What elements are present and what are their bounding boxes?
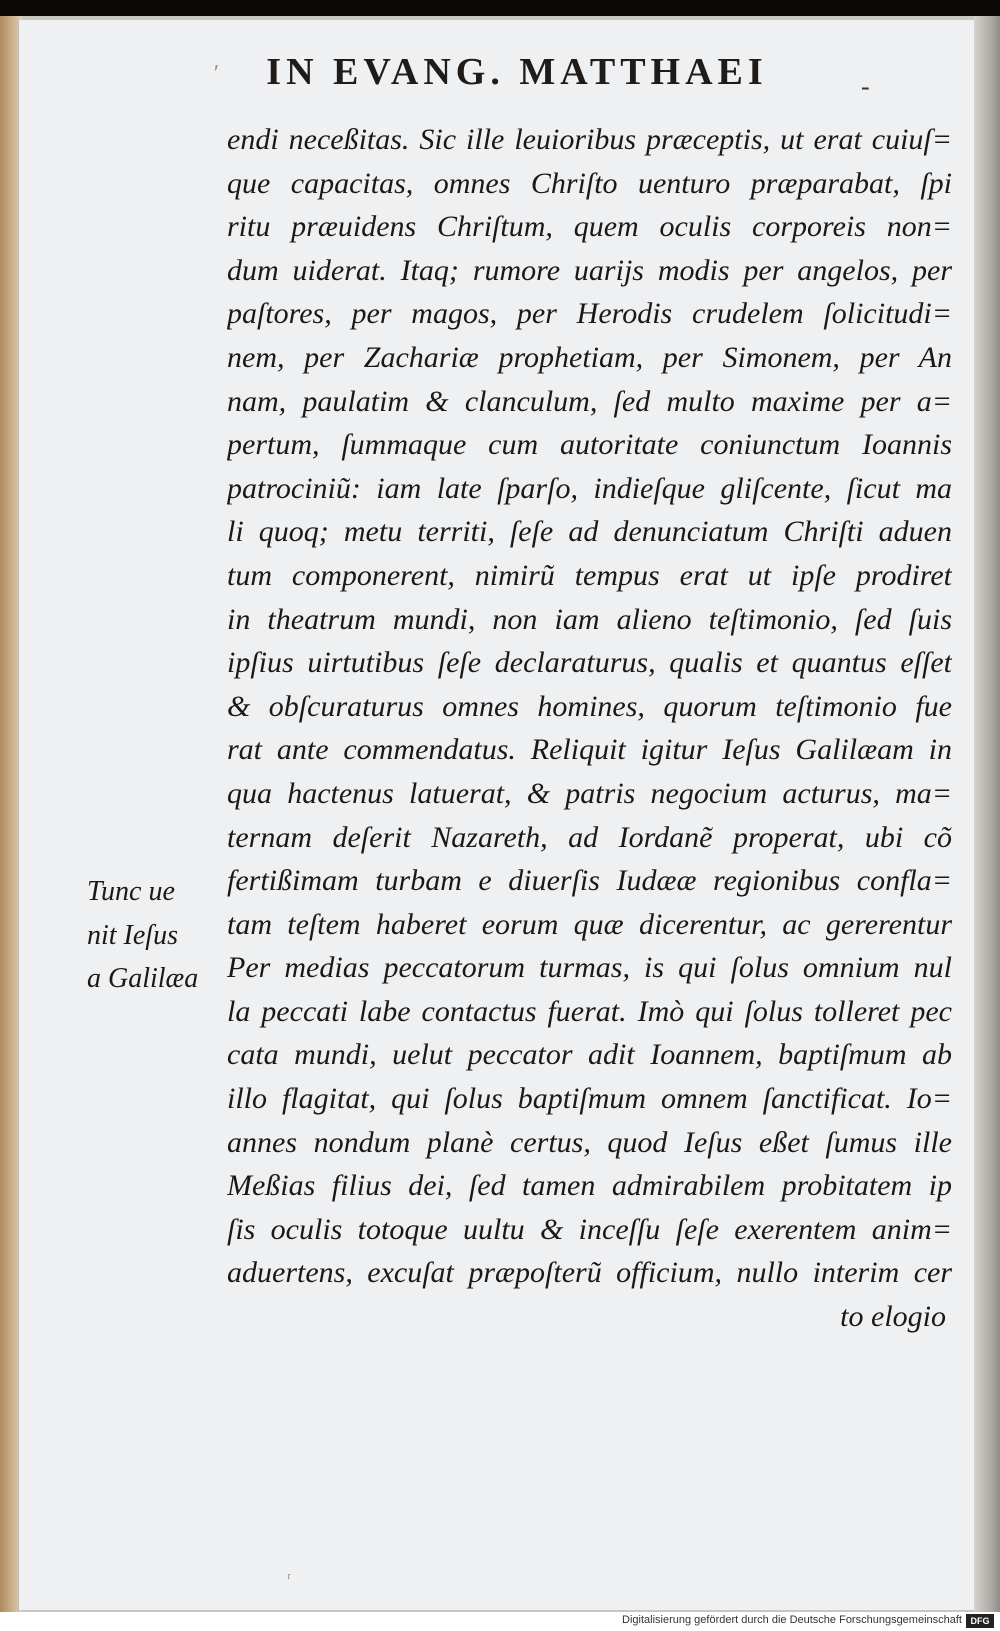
text-line: annes nondum planè certus, quod Ieſus eßet ſumus ille (227, 1125, 952, 1159)
text-line: nem, per Zachariæ prophetiam, per Simonem, per An (227, 340, 952, 374)
text-line: nam, paulatim & clanculum, ſed multo maxime per a= (227, 384, 952, 418)
text-line: ternam deſerit Nazareth, ad Iordanẽ properat, ubi cõ (227, 820, 952, 854)
text-line: Meßias filius dei, ſed tamen admirabilem probitatem ip (227, 1169, 952, 1203)
text-line: cata mundi, uelut peccator adit Ioannem, baptiſmum ab (227, 1038, 952, 1072)
margin-note-line: a Galilæa (87, 963, 199, 995)
margin-note (87, 870, 227, 1001)
text-line: rat ante commendatus. Reliquit igitur Ieſus Galilæam in (227, 733, 952, 767)
scan-top-band (0, 0, 1000, 16)
dfg-logo: DFG (966, 1614, 994, 1628)
text-line: tam teſtem haberet eorum quæ dicerentur, ac gererentur (227, 907, 952, 941)
text-line: illo flagitat, qui ſolus baptiſmum omnem ſanctificat. Io= (227, 1082, 952, 1116)
text-line: ipſius uirtutibus ſeſe declaraturus, qualis et quantus eſſet (227, 646, 952, 680)
text-line: tum componerent, nimirũ tempus erat ut ipſe prodiret (227, 558, 952, 592)
text-line: aduertens, excuſat præpoſterũ officium, nullo interim cer (227, 1256, 952, 1290)
digitization-credit: Digitalisierung gefördert durch die Deutsche Forschungsgemeinschaft (622, 1614, 962, 1626)
text-line: ſis oculis totoque uultu & inceſſu ſeſe exerentem anim= (227, 1212, 952, 1246)
footer-mark: ʳ (287, 1568, 291, 1588)
margin-note-line: Tunc ue (87, 876, 175, 907)
text-line: endi neceßitas. Sic ille leuioribus præceptis, ut erat cuiuſ= (227, 123, 952, 156)
page-edge-shadow (974, 16, 1000, 1612)
text-line: patrociniũ: iam late ſparſo, indieſque gliſcente, ſicut ma (227, 471, 952, 505)
margin-note-line: nit Ieſus (87, 919, 178, 951)
text-line: paſtores, per magos, per Herodis crudelem ſolicitudi= (227, 297, 952, 331)
text-line: ritu præuidens Chriſtum, quem oculis corporeis non= (227, 210, 952, 244)
book-page (18, 20, 977, 1610)
running-head: IN EVANG. MATTHAEI (266, 51, 768, 93)
text-line: in theatrum mundi, non iam alieno teſtimonio, ſed ſuis (227, 602, 952, 636)
head-dash-mark: - (861, 72, 870, 101)
head-tick-mark: ʹ (214, 60, 219, 85)
text-line: fertißimam turbam e diuerſis Iudææ regionibus confla= (227, 864, 952, 898)
text-line: Per medias peccatorum turmas, is qui ſolus omnium nul (227, 951, 952, 985)
scan-frame (0, 16, 1000, 1612)
text-line: & obſcuraturus omnes homines, quorum teſtimonio fue (227, 689, 952, 723)
text-line: dum uiderat. Itaq; rumore uarijs modis per angelos, per (227, 253, 952, 287)
text-line: la peccati labe contactus fuerat. Imò qui ſolus tolleret pec (227, 994, 952, 1028)
text-line: qua hactenus latuerat, & patris negocium acturus, ma= (227, 776, 952, 810)
body-text (227, 118, 952, 1339)
text-line: que capacitas, omnes Chriſto uenturo præparabat, ſpi (227, 166, 952, 200)
text-line: li quoq; metu territi, ſeſe ad denunciatum Chriſti aduen (227, 515, 952, 549)
catchword: to elogio (840, 1300, 946, 1334)
text-line: pertum, ſummaque cum autoritate coniunctum Ioannis (227, 428, 952, 462)
